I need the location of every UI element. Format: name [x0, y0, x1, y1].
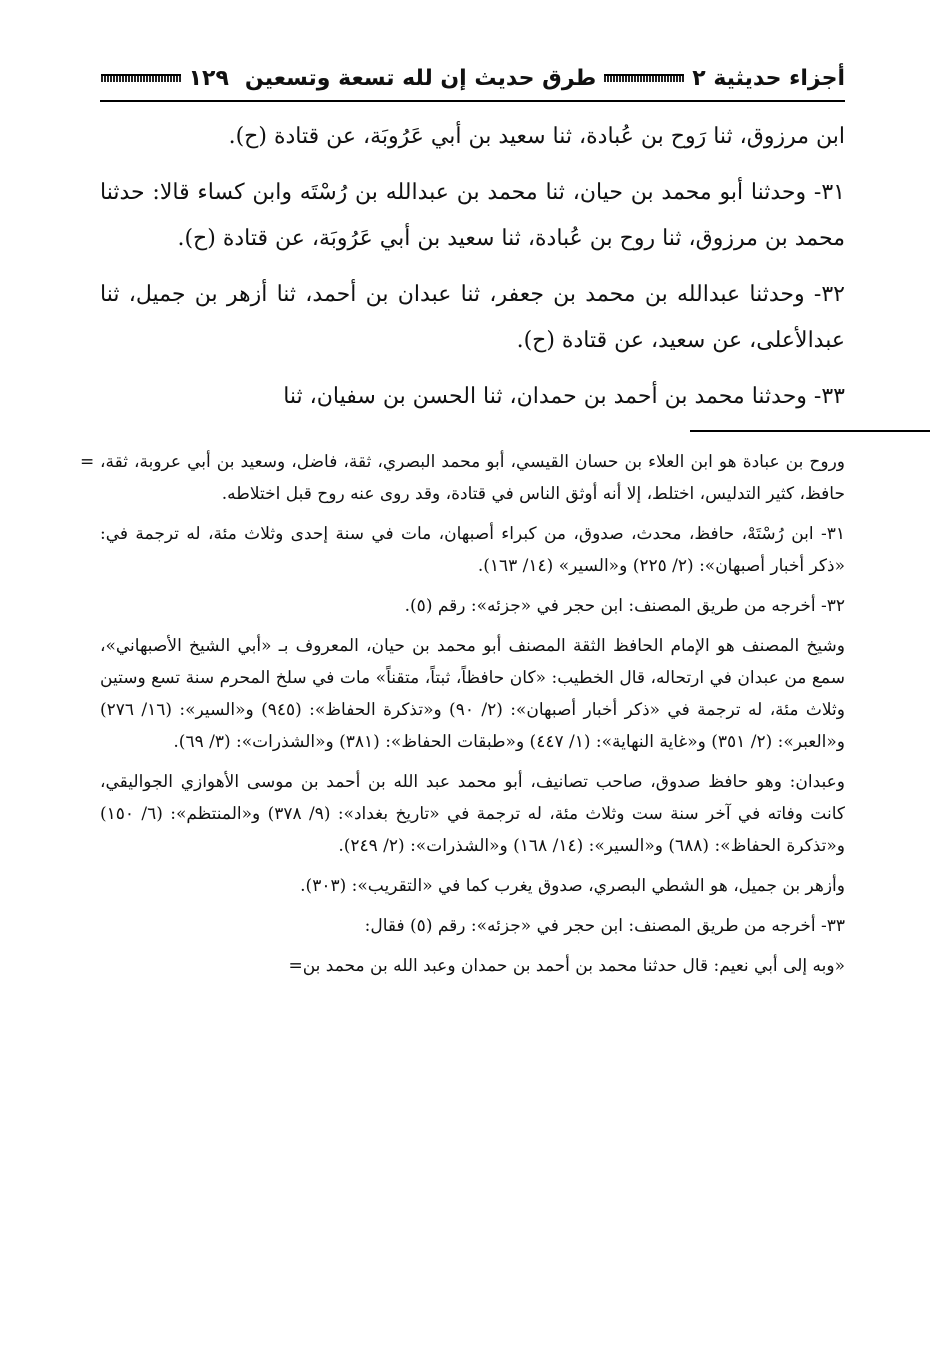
page-number: ١٢٩ [188, 65, 229, 91]
footnote-separator [690, 430, 930, 432]
main-paragraph: ٣٢- وحدثنا عبدالله بن محمد بن جعفر، ثنا عبدان بن أحمد، ثنا أزهر بن جميل، ثنا عبدالأعلى، عن سعيد، عن قتادة (ح). [100, 282, 845, 353]
header-underline [100, 100, 845, 102]
footnote-paragraph: وأزهر بن جميل، هو الشطي البصري، صدوق يغرب كما في «التقريب»: (٣٠٣). [300, 876, 845, 896]
footnote-paragraph: ٣٣- أخرجه من طريق المصنف: ابن حجر في «جزئه»: رقم (٥) فقال: [364, 916, 845, 936]
footnote-paragraph: وشيخ المصنف هو الإمام الحافظ الثقة المصنف أبو محمد بن حيان، المعروف بـ «أبي الشيخ الأصبهاني»، سمع من عبدان في ارتحاله، قال الخطيب: «كان حافظاً، ثبتاً، متقناً» مات في سلخ المحرم سنة تسع وستين وثلاث مئة، له ترجمة في «ذكر أخبار أصبهان»: (٢/ ٩٠) و«تذكرة الحفاظ»: (٩٤٥) و«السير»: (١٦/ ٢٧٦) و«العبر»: (٢/ ٣٥١) و«غاية النهاية»: (١/ ٤٤٧) و«طبقات الحفاظ»: (٣٨١) و«الشذرات»: (٣/ ٦٩). [100, 636, 845, 752]
footnote-paragraph: وعبدان: وهو حافظ صدوق، صاحب تصانيف، أبو محمد عبد الله بن أحمد بن موسى الأهوازي الجواليقي، كانت وفاته في آخر سنة ست وثلاث مئة، له ترجمة في «تاريخ بغداد»: (٩/ ٣٧٨) و«المنتظم»: (٦/ ١٥٠) و«تذكرة الحفاظ»: (٦٨٨) و«السير»: (١٤/ ١٦٨) و«الشذرات»: (٢/ ٢٤٩). [100, 772, 845, 856]
main-paragraph: ٣٣- وحدثنا محمد بن أحمد بن حمدان، ثنا الحسن بن سفيان، ثنا [283, 384, 845, 409]
footnote-paragraph: «وبه إلى أبي نعيم: قال حدثنا محمد بن أحمد بن حمدان وعبد الله بن محمد بن= [288, 956, 845, 976]
book-title: أجزاء حديثية ٢ [692, 65, 845, 91]
footnote-paragraph: وروح بن عبادة هو ابن العلاء بن حسان القيسي، أبو محمد البصري، ثقة، فاضل، وسعيد بن أبي عروبة، ثقة، حافظ، كثير التدليس، اختلط، إلا أنه أوثق الناس في قتادة، وقد روى عنه روح قبل اختلاطه. [100, 452, 845, 504]
footnote-paragraph: ٣٢- أخرجه من طريق المصنف: ابن حجر في «جزئه»: رقم (٥). [404, 596, 845, 616]
running-header [100, 60, 845, 96]
footnotes [80, 446, 845, 982]
main-paragraph: ابن مرزوق، ثنا رَوح بن عُبادة، ثنا سعيد بن أبي عَرُوبَة، عن قتادة (ح). [228, 124, 845, 149]
header-rule [101, 74, 181, 82]
main-text [100, 114, 845, 420]
footnote-paragraph: ٣١- ابن رُسْتَهْ، حافظ، محدث، صدوق، من كبراء أصبهان، مات في سنة إحدى وثلاث مئة، له ترجمة في: «ذكر أخبار أصبهان»: (٢/ ٢٢٥) و«السير» (١٤/ ١٦٣). [100, 524, 845, 576]
chapter-title: طرق حديث إن لله تسعة وتسعين [244, 65, 597, 91]
document-page [80, 60, 845, 990]
main-paragraph: ٣١- وحدثنا أبو محمد بن حيان، ثنا محمد بن عبدالله بن رُسْتَه وابن كساء قالا: حدثنا محمد بن مرزوق، ثنا روح بن عُبادة، ثنا سعيد بن أبي عَرُوبَة، عن قتادة (ح). [100, 180, 845, 251]
header-rule [604, 74, 684, 82]
continuation-mark: = [80, 452, 95, 472]
